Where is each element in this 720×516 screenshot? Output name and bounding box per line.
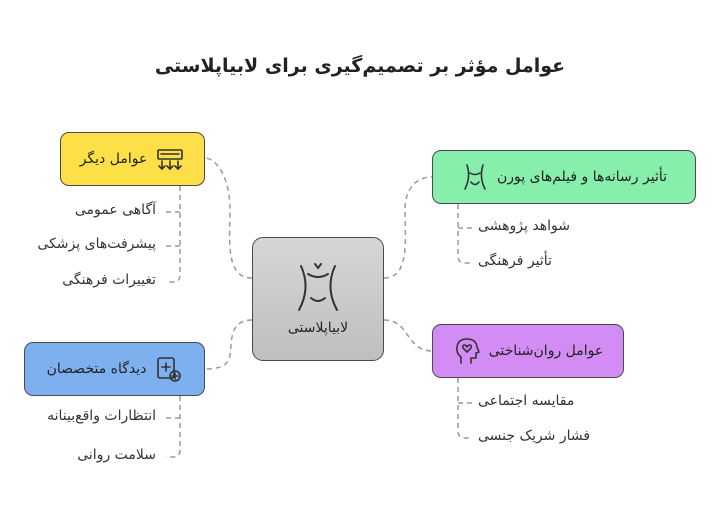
center-label: لابیاپلاستی [287, 320, 349, 336]
head-heart-icon [453, 336, 481, 366]
media-figure-icon [461, 162, 489, 192]
leaf-cultural-influence: تأثیر فرهنگی [478, 253, 552, 269]
branch-other-factors [60, 132, 205, 186]
leaf-mental-health: سلامت روانی [77, 447, 156, 463]
branch-media-influence [432, 150, 696, 204]
scale-icon [155, 146, 185, 172]
body-silhouette-icon [291, 262, 345, 314]
branch-expert-view [24, 342, 205, 396]
leaf-partner-pressure: فشار شریک جنسی [478, 428, 591, 444]
leaf-research-evidence: شواهد پژوهشی [478, 218, 570, 234]
branch-psychological [432, 324, 624, 378]
branch-media-influence-label: تأثیر رسانه‌ها و فیلم‌های پورن [496, 169, 668, 185]
center-node [252, 237, 384, 361]
branch-psychological-label: عوامل روان‌شناختی [488, 343, 604, 359]
leaf-medical-advances: پیشرفت‌های پزشکی [37, 236, 156, 252]
branch-expert-view-label: دیدگاه متخصصان [46, 361, 147, 377]
leaf-public-awareness: آگاهی عمومی [74, 202, 156, 218]
branch-other-factors-label: عوامل دیگر [79, 151, 148, 167]
leaf-realistic-expectations: انتظارات واقع‌بینانه [47, 408, 156, 424]
leaf-social-comparison: مقایسه اجتماعی [478, 393, 575, 409]
medical-report-icon [154, 355, 182, 383]
diagram-title: عوامل مؤثر بر تصمیم‌گیری برای لابیاپلاستی [154, 55, 566, 77]
leaf-cultural-changes: تغییرات فرهنگی [62, 272, 156, 288]
